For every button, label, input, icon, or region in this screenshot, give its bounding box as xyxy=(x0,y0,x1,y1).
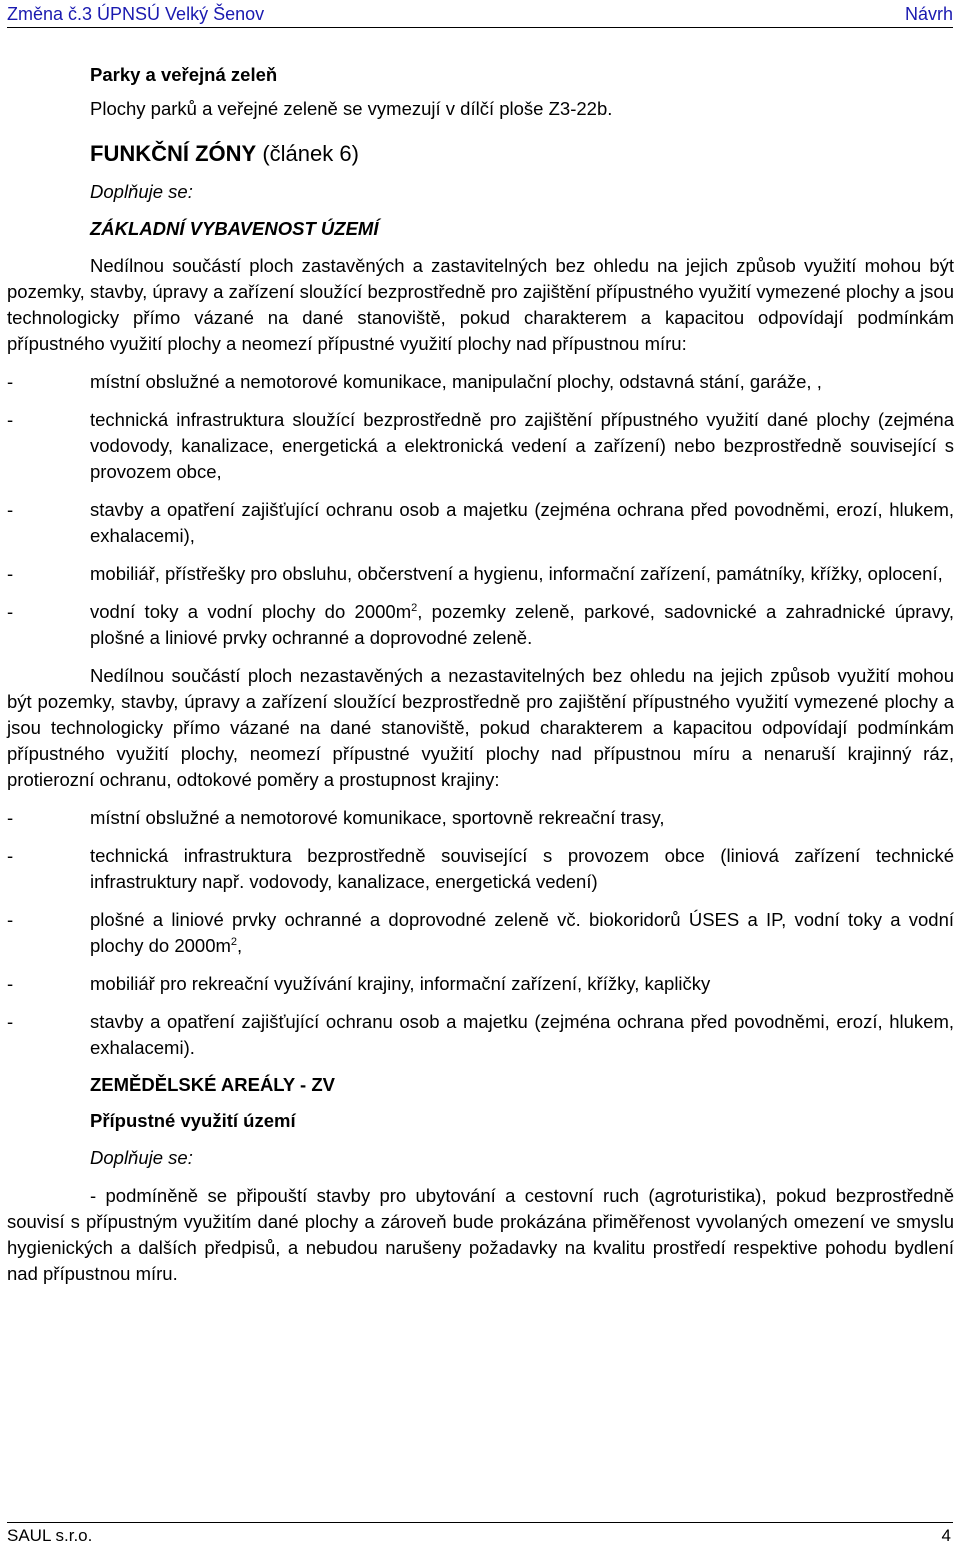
agri-paragraph: - podmíněně se připouští stavby pro ubytování a cestovní ruch (agroturistika), pokud bezprostředně souvisí s přípustným využitím dané plochy a zároveň bude prokázána přiměřenost vyvolaných omezení ve smyslu hygienických a dalších předpisů, a nebudou narušeny požadavky na kvalitu prostředí respektive pohodu bydlení nad přípustnou míru. xyxy=(7,1185,954,1284)
zones-heading-main: FUNKČNÍ ZÓNY xyxy=(90,141,257,166)
list-text: mobiliář, přístřešky pro obsluhu, občerstvení a hygienu, informační zařízení, památníky, křížky, oplocení, xyxy=(90,563,943,584)
list-item xyxy=(7,805,954,831)
superscript: 2 xyxy=(230,935,238,948)
list-item xyxy=(7,561,954,587)
footer-company: SAUL s.r.o. xyxy=(7,1526,93,1545)
page-footer xyxy=(7,1522,953,1547)
list-text: mobiliář pro rekreační využívání krajiny, informační zařízení, křížky, kapličky xyxy=(90,973,711,994)
list-dash: - xyxy=(7,845,14,866)
basic-heading: ZÁKLADNÍ VYBAVENOST ÚZEMÍ xyxy=(90,218,379,239)
list-text: stavby a opatření zajišťující ochranu osob a majetku (zejména ochrana před povodněmi, erozí, hlukem, exhalacemi). xyxy=(90,1011,954,1058)
list-item xyxy=(7,497,954,549)
list-item xyxy=(7,971,954,997)
list-text: místní obslužné a nemotorové komunikace, manipulační plochy, odstavná stání, garáže, , xyxy=(90,371,822,392)
zones-heading-suffix: (článek 6) xyxy=(256,141,359,166)
agri-heading: ZEMĚDĚLSKÉ AREÁLY - ZV xyxy=(90,1074,335,1095)
list-item xyxy=(7,407,954,485)
list-dash: - xyxy=(7,409,14,430)
parks-text: Plochy parků a veřejné zeleně se vymezují v dílčí ploše Z3-22b. xyxy=(90,98,613,119)
agri-subheading: Přípustné využití území xyxy=(90,1110,296,1131)
zones-supplement: Doplňuje se: xyxy=(90,181,193,202)
list-item xyxy=(7,1009,954,1061)
list-dash: - xyxy=(7,1011,14,1032)
superscript: 2 xyxy=(411,601,418,614)
list-item xyxy=(7,907,954,959)
page-header xyxy=(7,2,953,28)
list-text-part: , pozemky zeleně, parkové, sadovnické a zahradnické úpravy, plošné a liniové prvky ochranné a doprovodné zeleně. xyxy=(90,601,954,648)
list-item xyxy=(7,843,954,895)
list-text-part: plošné a liniové prvky ochranné a doprovodné zeleně vč. biokoridorů ÚSES a IP, vodní toky a vodní plochy do 2000m xyxy=(90,909,954,956)
document-body xyxy=(7,62,954,1287)
agri-supplement: Doplňuje se: xyxy=(90,1147,193,1168)
list-text: technická infrastruktura bezprostředně související s provozem obce (liniová zařízení technické infrastruktury např. vodovody, kanalizace, energetická vedení) xyxy=(90,845,954,892)
list-dash: - xyxy=(7,807,14,828)
list-dash: - xyxy=(7,973,14,994)
list-text: technická infrastruktura sloužící bezprostředně pro zajištění přípustného využití dané plochy (zejména vodovody, kanalizace, energetická a elektronická vedení a zařízení) nebo bezprostředně související s provozem obce, xyxy=(90,409,954,482)
list-dash: - xyxy=(7,601,14,622)
list-dash: - xyxy=(7,563,14,584)
list-dash: - xyxy=(7,499,14,520)
list-dash: - xyxy=(7,909,14,930)
list-text xyxy=(90,599,954,651)
para-unbuilt-areas: Nedílnou součástí ploch nezastavěných a nezastavitelných bez ohledu na jejich způsob využití mohou být pozemky, stavby, úpravy a zařízení sloužící bezprostředně pro zajištění přípustného využití vymezené plochy a jsou technologicky přímo vázané na dané stanoviště, pokud charakterem a kapacitou odpovídají podmínkám přípustného využití plochy, neomezí přípustné využití plochy nad přípustnou míru a nenaruší krajinný ráz, protierozní ochranu, odtokové poměry a prostupnost krajiny: xyxy=(7,665,954,790)
parks-heading: Parky a veřejná zeleň xyxy=(90,64,278,85)
list-item xyxy=(7,369,954,395)
page-number: 4 xyxy=(941,1526,951,1545)
list-text-part: vodní toky a vodní plochy do 2000m xyxy=(90,601,412,622)
list-item xyxy=(7,599,954,651)
list-dash: - xyxy=(7,371,14,392)
list-text-part: , xyxy=(237,935,243,956)
list-text: stavby a opatření zajišťující ochranu osob a majetku (zejména ochrana před povodněmi, erozí, hlukem, exhalacemi), xyxy=(90,499,954,546)
zones-heading xyxy=(7,141,954,167)
header-status: Návrh xyxy=(904,4,953,24)
header-title: Změna č.3 ÚPNSÚ Velký Šenov xyxy=(7,4,265,24)
para-built-areas: Nedílnou součástí ploch zastavěných a zastavitelných bez ohledu na jejich způsob využití mohou být pozemky, stavby, úpravy a zařízení sloužící bezprostředně pro zajištění přípustného využití vymezené plochy a jsou technologicky přímo vázané na dané stanoviště, pokud charakterem a kapacitou odpovídají podmínkám přípustného využití plochy a neomezí přípustné využití plochy nad přípustnou míru: xyxy=(7,255,954,354)
list-text: místní obslužné a nemotorové komunikace, sportovně rekreační trasy, xyxy=(90,807,665,828)
list-text xyxy=(90,907,954,959)
